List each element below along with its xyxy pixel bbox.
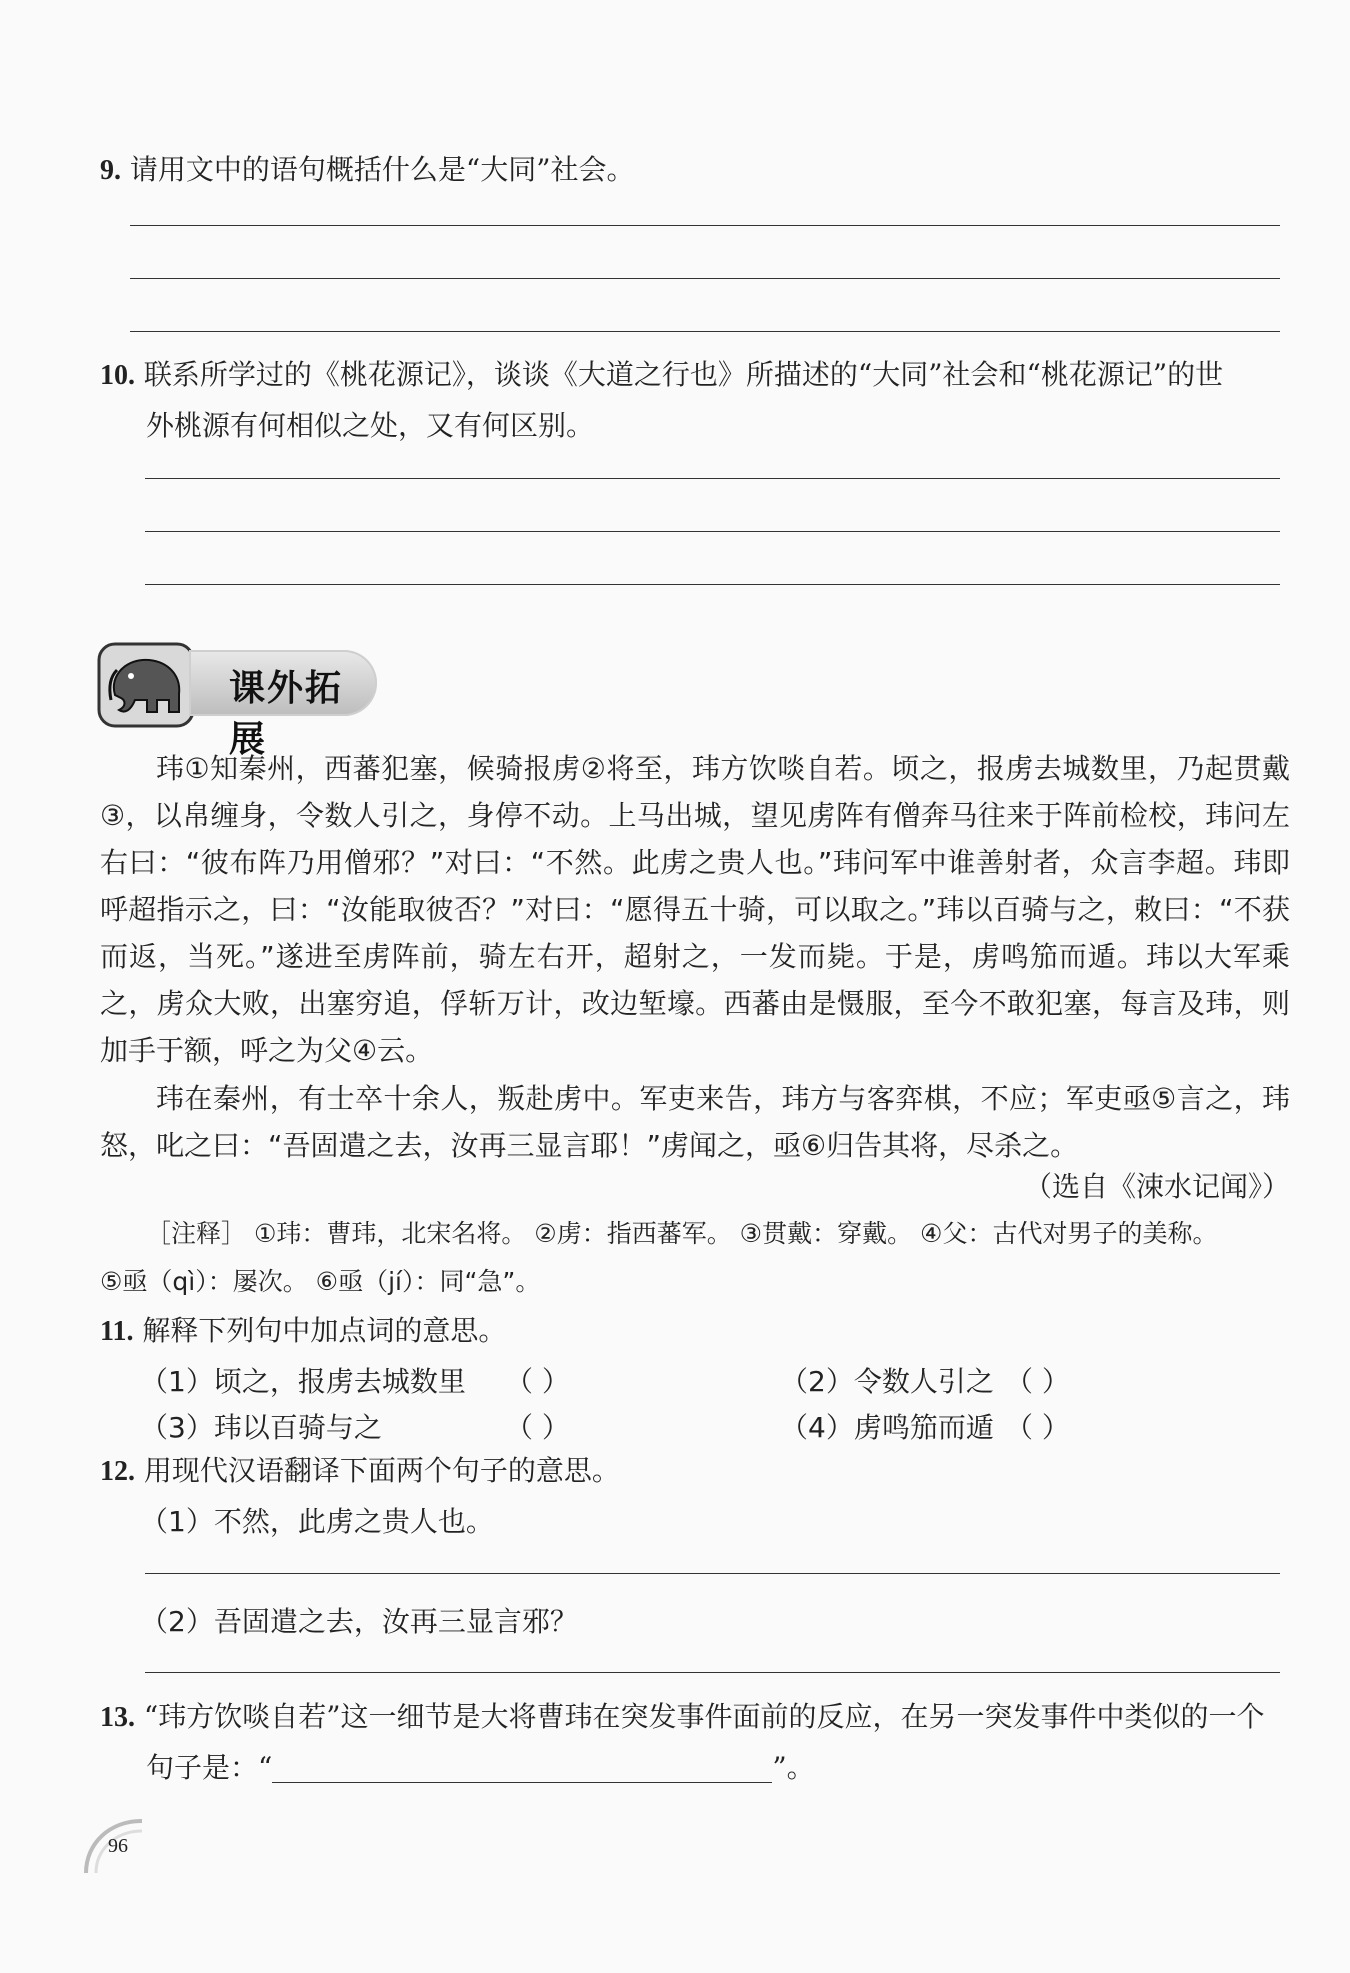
question-text-line2: 外桃源有何相似之处，又有何区别。	[146, 409, 595, 442]
question-number: 12.	[100, 1456, 135, 1487]
passage-paragraph-1: 玮①知秦州，西蕃犯塞，候骑报虏②将至，玮方饮啖自若。顷之，报虏去城数里，乃起贯戴③，以帛缠身，令数人引之，身停不动。上马出城，望见虏阵有僧奔马往来于阵前检校，玮问左右曰：“彼布阵乃用僧邪？”对曰：“不然。此虏之贵人也。”玮问军中谁善射者，众言李超。玮即呼超指示之，曰：“汝能取彼否？”对曰：“愿得五十骑，可以取之。”玮以百骑与之，敕曰：“不获而返，当死。”遂进至虏阵前，骑左右开，超射之，一发而毙。于是，虏鸣笳而遁。玮以大军乘之，虏众大败，出塞穷追，俘斩万计，改边堑壕。西蕃由是慑服，至今不敢犯塞，每言及玮，则加手于额，呼之为父④云。	[100, 752, 1290, 1067]
question-number: 10.	[100, 360, 135, 391]
annotation-line-1: ［注释］ ①玮：曹玮，北宋名将。 ②虏：指西蕃军。 ③贯戴：穿戴。 ④父：古代对男子的美称。	[146, 1219, 1218, 1248]
passage-source: （选自《涑水记闻》）	[1023, 1170, 1290, 1203]
q11-item-4	[780, 1406, 994, 1446]
answer-line[interactable]	[130, 225, 1280, 226]
section-title-box	[189, 650, 377, 760]
item-label: （3）玮以百骑与之	[140, 1411, 382, 1444]
q11-answer-1[interactable]: （ ）	[505, 1365, 570, 1398]
question-text: 用现代汉语翻译下面两个句子的意思。	[143, 1454, 620, 1487]
q11-item-1	[140, 1360, 466, 1400]
answer-line[interactable]	[145, 584, 1280, 585]
question-13	[100, 1692, 1290, 1793]
q11-answer-4[interactable]: （ ）	[1005, 1411, 1070, 1444]
annotation-line-2: ⑤亟（qì）：屡次。 ⑥亟（jí）：同“急”。	[100, 1267, 541, 1296]
question-10	[100, 350, 1290, 451]
section-title: 课外拓展	[229, 668, 344, 760]
question-number: 11.	[100, 1316, 134, 1347]
answer-line[interactable]	[145, 478, 1280, 479]
q11-answer-2[interactable]: （ ）	[1005, 1365, 1070, 1398]
elephant-emblem-icon	[97, 640, 197, 730]
q11-answer-3[interactable]: （ ）	[505, 1411, 570, 1444]
answer-line[interactable]	[145, 531, 1280, 532]
page-number: 96	[108, 1835, 128, 1857]
question-text-line2	[100, 1743, 1290, 1793]
answer-line[interactable]	[130, 278, 1280, 279]
answer-line[interactable]	[130, 331, 1280, 332]
question-number: 9.	[100, 155, 121, 186]
passage-paragraph-2: 玮在秦州，有士卒十余人，叛赴虏中。军吏来告，玮方与客弈棋，不应；军吏亟⑤言之，玮怒，叱之曰：“吾固遣之去，汝再三显言耶！”虏闻之，亟⑥归告其将，尽杀之。	[100, 1082, 1290, 1162]
question-text-line1: “玮方饮啖自若”这一细节是大将曹玮在突发事件面前的反应，在另一突发事件中类似的一个	[143, 1700, 1265, 1733]
question-12	[100, 1446, 1290, 1497]
q12-sentence-2: （2）吾固遣之去，汝再三显言邪？	[140, 1605, 578, 1638]
q11-item-3	[140, 1406, 382, 1446]
question-text: 请用文中的语句概括什么是“大同”社会。	[129, 153, 635, 186]
question-11	[100, 1306, 1290, 1357]
question-number: 13.	[100, 1702, 135, 1733]
q11-item-2	[780, 1360, 994, 1400]
item-label: （4）虏鸣笳而遁	[780, 1411, 994, 1444]
question-text-line1: 联系所学过的《桃花源记》，谈谈《大道之行也》所描述的“大同”社会和“桃花源记”的世	[143, 358, 1224, 391]
answer-line[interactable]	[145, 1573, 1280, 1574]
annotations	[100, 1210, 1300, 1306]
answer-line[interactable]	[145, 1672, 1280, 1673]
fill-in-blank[interactable]	[272, 1752, 772, 1783]
question-9	[100, 145, 1290, 196]
fill-suffix: ”。	[772, 1751, 815, 1784]
question-text: 解释下列句中加点词的意思。	[142, 1314, 507, 1347]
fill-prefix: 句子是：“	[146, 1751, 273, 1784]
item-label: （2）令数人引之	[780, 1365, 994, 1398]
q12-sentence-1: （1）不然，此虏之贵人也。	[140, 1505, 494, 1538]
item-label: （1）顷之，报虏去城数里	[140, 1365, 466, 1398]
section-header	[97, 640, 397, 760]
